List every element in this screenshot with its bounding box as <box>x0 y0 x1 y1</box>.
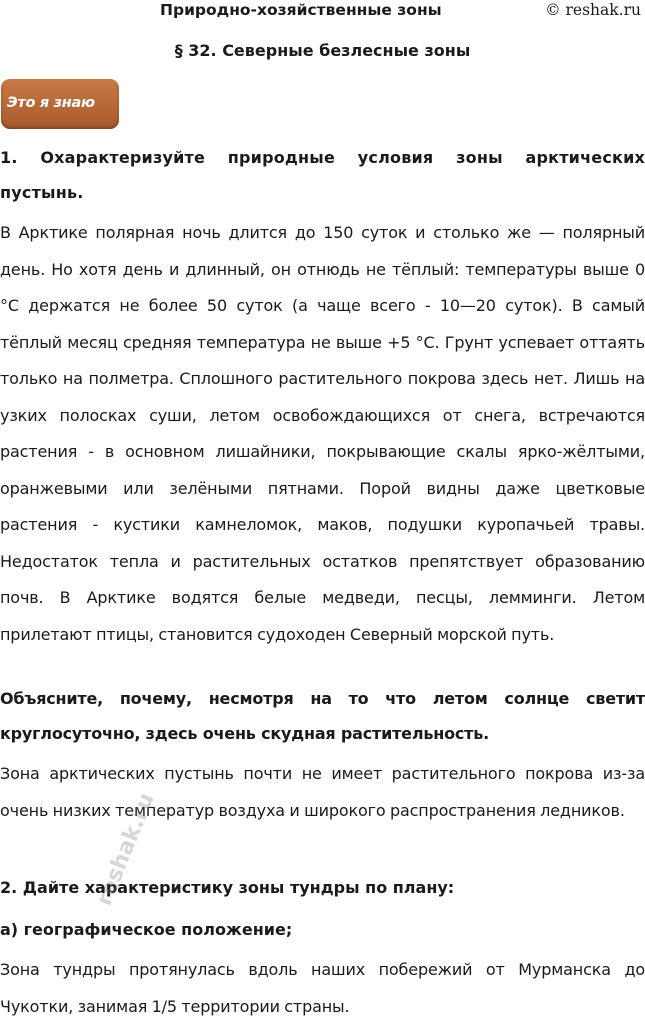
answer-3: Зона тундры протянулась вдоль наших побережий от Мурманска до Чукотки, занимая 1/5 территории страны. <box>0 960 645 1016</box>
watermark: reshak.ru <box>92 789 160 910</box>
site-credit: © reshak.ru <box>545 1 641 19</box>
question-1: 1. Охарактеризуйте природные условия зоны арктических пустынь. <box>0 148 645 202</box>
badge-label: Это я знаю <box>7 95 95 111</box>
section-title: § 32. Северные безлесные зоны <box>174 41 471 60</box>
answer-1: В Арктике полярная ночь длится до 150 суток и столько же — полярный день. Но хотя день и длинный, он отнюдь не тёплый: температуры выше 0 °С держатся не более 50 суток (а чаще всего - 10—20 суток). В самый тёплый месяц средняя температура не выше +5 °С. Грунт успевает оттаять только на полметра. Сплошного растительного покрова здесь нет. Лишь на узких полосках суши, летом освобождающихся от снега, встречаются растения - в основном лишайники, покрывающие скалы ярко-жёлтыми, оранжевыми или зелёными пятнами. Порой видны даже цветковые растения - кустики камнеломок, маков, подушки куропачьей травы. Недостаток тепла и растительных остатков препятствует образованию почв. В Арктике водятся белые медведи, песцы, лемминги. Летом прилетают птицы, становится судоходен Северный морской путь. <box>0 223 645 644</box>
question-3: 2. Дайте характеристику зоны тундры по плану: <box>0 878 455 897</box>
section-badge <box>1 79 119 129</box>
answer-2: Зона арктических пустынь почти не имеет растительного покрова из-за очень низких температур воздуха и широкого распространения ледников. <box>0 764 645 820</box>
question-2: Объясните, почему, несмотря на то что летом солнце светит круглосуточно, здесь очень скудная растительность. <box>0 689 645 743</box>
chapter-header: Природно-хозяйственные зоны <box>160 1 442 19</box>
question-3a: а) географическое положение; <box>0 920 293 939</box>
